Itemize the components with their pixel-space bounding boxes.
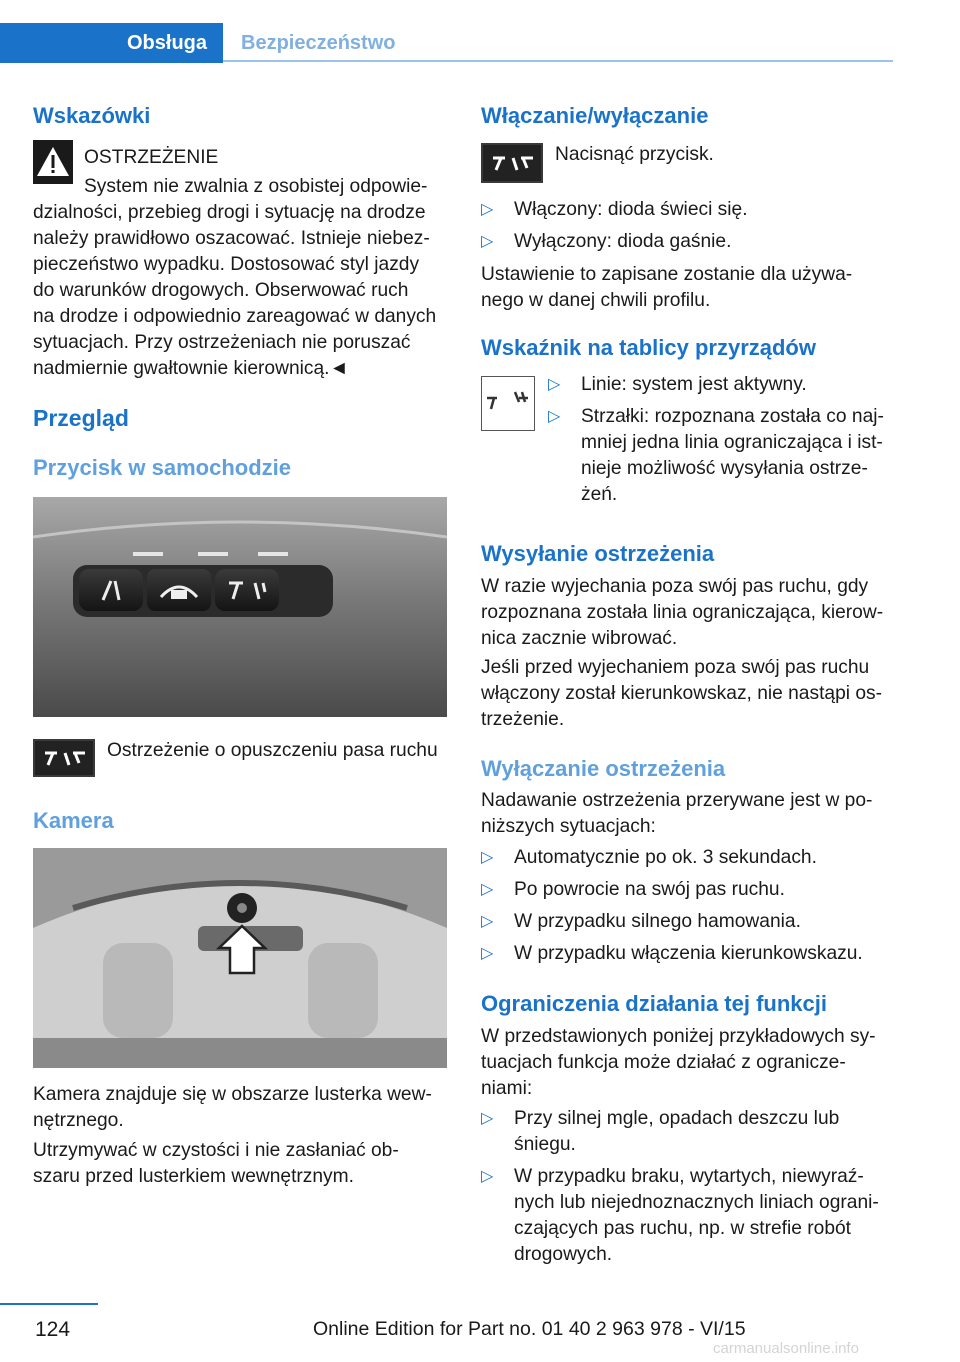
list-item-text: Po powrocie na swój pas ruchu.: [514, 879, 785, 900]
onoff-heading: Włączanie/wyłączanie: [481, 103, 709, 128]
list-item: [548, 404, 898, 508]
send-heading: Wysyłanie ostrzeżenia: [481, 541, 715, 566]
text-line: dzialności, przebieg drogi i sytuację na drodze: [33, 202, 426, 223]
text-line: włączony został kierunkowskaz, nie nastąpi os-: [481, 683, 882, 704]
list-item-text: Wyłączony: dioda gaśnie.: [514, 231, 732, 252]
text-line: pieczeństwo wypadku. Dostosować styl jazdy: [33, 254, 420, 275]
lane-departure-icon: [33, 739, 95, 777]
text-line: W przedstawionych poniżej przykładowych sy-: [481, 1026, 876, 1047]
list-item: [481, 1164, 901, 1268]
text-line: Jeśli przed wyjechaniem poza swój pas ruchu: [481, 657, 870, 678]
text-line: Przy silnej mgle, opadach deszczu lub: [514, 1108, 840, 1129]
text-line: niami:: [481, 1078, 533, 1099]
list-item-text: Włączony: dioda świeci się.: [514, 199, 748, 220]
send-text-1: [481, 574, 883, 652]
edition-note: Online Edition for Part no. 01 40 2 963 978 - VI/15: [313, 1318, 746, 1340]
header-rule: [223, 60, 893, 62]
list-item-text: Linie: system jest aktywny.: [581, 374, 807, 395]
onoff-list: [481, 197, 901, 255]
limits-text: [481, 1024, 876, 1102]
text-line: tuacjach funkcja może działać z ogranicze-: [481, 1052, 846, 1073]
camera-photo: [33, 848, 447, 1068]
list-item: [548, 372, 898, 398]
page-number: 124: [35, 1318, 71, 1341]
camera-text-2: [33, 1138, 399, 1190]
triangle-bullet-icon: ▷: [548, 376, 561, 393]
text-line: do warunków drogowych. Obserwować ruch: [33, 280, 409, 301]
text-line: Utrzymywać w czystości i nie zasłaniać ob-: [33, 1140, 399, 1161]
text-line: Strzałki: rozpoznana została co naj-: [581, 406, 884, 427]
button-caption: Ostrzeżenie o opuszczeniu pasa ruchu: [107, 740, 438, 761]
text-line: śniegu.: [514, 1134, 576, 1155]
triangle-bullet-icon: ▷: [548, 408, 561, 425]
list-item: [481, 197, 901, 223]
camera-text-1: [33, 1082, 432, 1134]
text-line: Kamera znajduje się w obszarze lusterka wew-: [33, 1084, 432, 1105]
warning-label: OSTRZEŻENIE: [84, 147, 219, 168]
onoff-press: Nacisnąć przycisk.: [555, 144, 714, 165]
text-line: W razie wyjechania poza swój pas ruchu, gdy: [481, 576, 869, 597]
text-line: nica zacznie wibrować.: [481, 628, 678, 649]
button-panel-photo: [33, 497, 447, 717]
off-text: [481, 788, 872, 840]
text-line: sytuacjach. Przy ostrzeżeniach nie poruszać: [33, 332, 411, 353]
text-line: nego w danej chwili profilu.: [481, 290, 711, 311]
footer-rule: [0, 1303, 98, 1305]
list-item-text: Automatycznie po ok. 3 sekundach.: [514, 847, 817, 868]
text-line: nych lub niejednoznacznych liniach ograni-: [514, 1192, 879, 1213]
list-item-text: W przypadku silnego hamowania.: [514, 911, 801, 932]
list-item-text: W przypadku włączenia kierunkowskazu.: [514, 943, 863, 964]
triangle-bullet-icon: ▷: [481, 1168, 494, 1185]
text-line: drogowych.: [514, 1244, 613, 1265]
list-item: [481, 909, 901, 935]
watermark: carmanualsonline.info: [713, 1340, 859, 1357]
text-line: szaru przed lusterkiem wewnętrznym.: [33, 1166, 354, 1187]
triangle-bullet-icon: ▷: [481, 233, 494, 250]
text-line: trzeżenie.: [481, 709, 565, 730]
list-item: [481, 1106, 901, 1158]
text-line: rozpoznana została linia ograniczająca, kierow-: [481, 602, 884, 623]
text-line: należy prawidłowo oszacować. Istnieje niebez-: [33, 228, 430, 249]
lane-button-icon: [481, 143, 543, 183]
overview-heading: Przegląd: [33, 405, 129, 431]
button-heading: Przycisk w samochodzie: [33, 455, 291, 480]
list-item: [481, 845, 901, 871]
triangle-bullet-icon: ▷: [481, 945, 494, 962]
tab-bezpieczenstwo-label: Bezpieczeństwo: [241, 32, 396, 54]
text-line: nieje możliwość wysyłania ostrze-: [581, 458, 868, 479]
triangle-bullet-icon: ▷: [481, 1110, 494, 1127]
text-line: niższych sytuacjach:: [481, 816, 656, 837]
warning-first-line: System nie zwalnia z osobistej odpowie-: [84, 176, 428, 197]
list-item: [481, 229, 901, 255]
list-item: [481, 941, 901, 967]
send-text-2: [481, 655, 882, 733]
indicator-list: [548, 372, 898, 508]
off-list: [481, 845, 901, 967]
list-item: [481, 877, 901, 903]
tab-bezpieczenstwo[interactable]: [223, 23, 893, 63]
lane-indicator-icon: [481, 376, 535, 431]
camera-heading: Kamera: [33, 808, 114, 833]
tab-obsluga-label: Obsługa: [126, 32, 207, 54]
off-heading: Wyłączanie ostrzeżenia: [481, 756, 726, 781]
limits-list: [481, 1106, 901, 1268]
hints-heading: Wskazówki: [33, 103, 151, 128]
warning-body: [33, 200, 436, 382]
triangle-bullet-icon: ▷: [481, 881, 494, 898]
tab-obsluga[interactable]: [0, 23, 223, 63]
text-line: żeń.: [581, 484, 618, 505]
onoff-note: [481, 262, 852, 314]
text-line: czających pas ruchu, np. w strefie robót: [514, 1218, 852, 1239]
indicator-heading: Wskaźnik na tablicy przyrządów: [481, 335, 816, 360]
triangle-bullet-icon: ▷: [481, 849, 494, 866]
triangle-bullet-icon: ▷: [481, 201, 494, 218]
text-line: nadmiernie gwałtownie kierownicą.◄: [33, 358, 349, 379]
triangle-bullet-icon: ▷: [481, 913, 494, 930]
text-line: nętrznego.: [33, 1110, 124, 1131]
warning-icon: [33, 140, 73, 184]
text-line: na drodze i odpowiednio zareagować w danych: [33, 306, 437, 327]
text-line: Nadawanie ostrzeżenia przerywane jest w po-: [481, 790, 873, 811]
text-line: W przypadku braku, wytartych, niewyraź-: [514, 1166, 864, 1187]
text-line: mniej jedna linia ograniczająca i ist-: [581, 432, 883, 453]
text-line: Ustawienie to zapisane zostanie dla używa-: [481, 264, 853, 285]
limits-heading: Ograniczenia działania tej funkcji: [481, 991, 827, 1016]
